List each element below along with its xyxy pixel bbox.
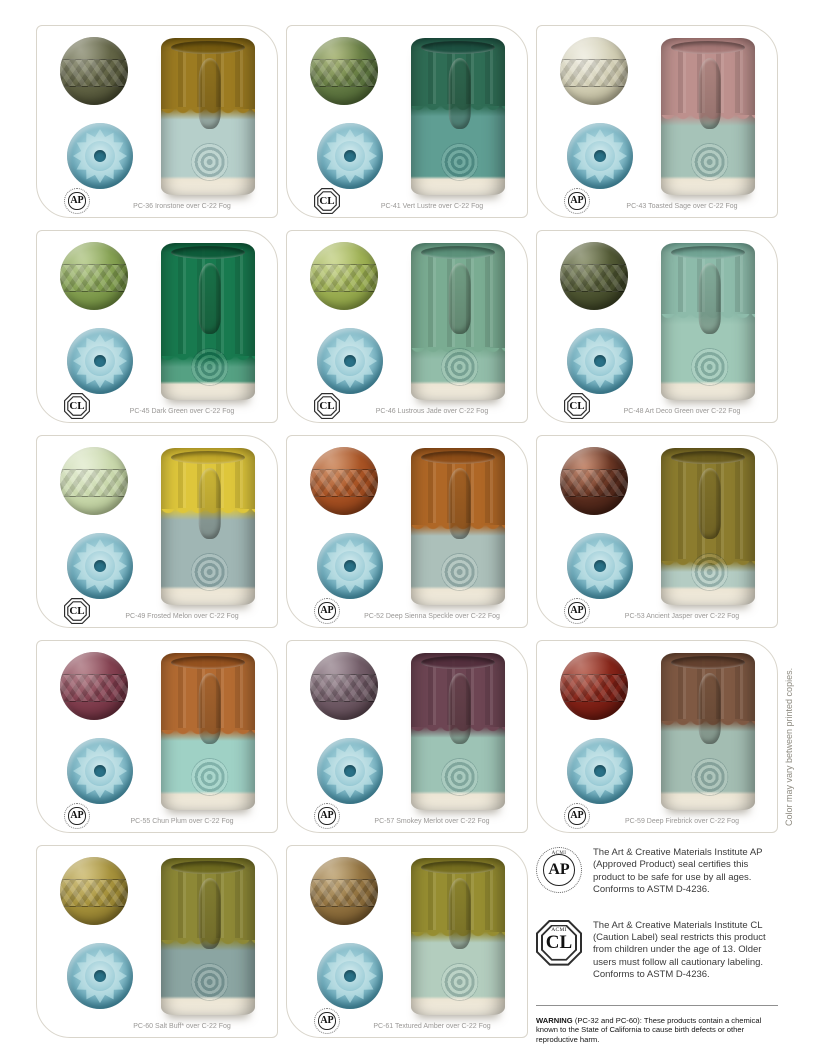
glaze-card <box>286 640 528 833</box>
flower-center-dot <box>94 355 106 367</box>
flower-center-dot <box>94 150 106 162</box>
vase-emboss-relief <box>199 468 222 539</box>
cl-seal-label: CL <box>69 400 85 412</box>
fog-flower-swatch <box>317 533 383 599</box>
vase-rim <box>421 656 494 669</box>
glaze-texture-swatch <box>60 447 128 515</box>
glaze-texture-swatch <box>60 857 128 925</box>
ap-seal-description: The Art & Creative Materials Institute AP (Approved Product) seal certifies this product to be safe for use by all ages. Conforms to ASTM D-4236. <box>593 847 763 896</box>
fog-flower-swatch <box>567 533 633 599</box>
ap-seal <box>564 803 590 829</box>
glaze-texture-swatch <box>60 652 128 720</box>
ap-seal <box>64 188 90 214</box>
vase-rim <box>671 41 744 54</box>
vase-photo <box>411 448 505 605</box>
ap-seal-label: AP <box>543 854 575 886</box>
glaze-card <box>36 435 278 628</box>
glaze-card <box>286 230 528 423</box>
flower-center-dot <box>94 765 106 777</box>
fog-flower-swatch <box>567 123 633 189</box>
fog-flower-swatch <box>317 328 383 394</box>
vase-swirl-relief <box>691 348 729 386</box>
glaze-caption: PC-41 Vert Lustre over C-22 Fog <box>380 203 484 210</box>
warning-label: WARNING <box>536 1015 573 1025</box>
glaze-card <box>536 25 778 218</box>
glaze-texture-swatch <box>560 652 628 720</box>
california-warning <box>536 1016 778 1045</box>
cl-seal-label: CL <box>319 400 335 412</box>
fog-flower-swatch <box>67 738 133 804</box>
ap-seal-label: AP <box>318 602 335 619</box>
fog-flower-swatch <box>67 123 133 189</box>
glaze-card <box>36 845 278 1038</box>
ap-seal <box>314 1008 340 1034</box>
vase-photo <box>161 448 255 605</box>
flower-center-dot <box>594 355 606 367</box>
vase-swirl-relief <box>191 348 229 386</box>
cl-seal <box>64 598 90 624</box>
glaze-caption: PC-49 Frosted Melon over C-22 Fog <box>125 613 239 620</box>
color-variation-note: Color may vary between printed copies. <box>784 667 794 826</box>
cl-seal-label: CL <box>319 195 335 207</box>
footer-divider <box>536 1005 778 1006</box>
cl-seal-description: The Art & Creative Materials Institute CL (Caution Label) seal restricts this product from children under the age of 13. Older users must follow all cautionary labeling. Conforms to ASTM D-4236. <box>593 919 766 981</box>
ap-seal-label: AP <box>318 1012 335 1029</box>
vase-emboss-relief <box>199 673 222 744</box>
acmi-micro-text: ACMI <box>551 851 567 856</box>
glaze-texture-swatch <box>560 242 628 310</box>
vase-emboss-relief <box>449 468 472 539</box>
flower-center-dot <box>94 560 106 572</box>
vase-photo <box>411 858 505 1015</box>
vase-swirl-relief <box>191 143 229 181</box>
glaze-caption: PC-57 Smokey Merlot over C-22 Fog <box>374 818 490 825</box>
vase-swirl-relief <box>691 143 729 181</box>
glaze-card <box>536 640 778 833</box>
glaze-card <box>36 230 278 423</box>
vase-photo <box>411 653 505 810</box>
vase-photo <box>661 38 755 195</box>
glaze-caption: PC-36 Ironstone over C-22 Fog <box>133 203 231 210</box>
glaze-caption: PC-59 Deep Firebrick over C-22 Fog <box>625 818 739 825</box>
cl-seal <box>536 920 582 966</box>
flower-center-dot <box>594 560 606 572</box>
vase-swirl-relief <box>191 963 229 1001</box>
ap-seal-label: AP <box>68 807 85 824</box>
glaze-card-grid <box>36 25 778 1045</box>
fog-flower-swatch <box>67 328 133 394</box>
glaze-texture-swatch <box>310 447 378 515</box>
vase-emboss-relief <box>699 58 722 129</box>
vase-emboss-relief <box>449 878 472 949</box>
glaze-caption: PC-61 Textured Amber over C-22 Fog <box>373 1023 491 1030</box>
glaze-caption: PC-43 Toasted Sage over C-22 Fog <box>626 203 738 210</box>
fog-flower-swatch <box>67 533 133 599</box>
glaze-texture-swatch <box>310 37 378 105</box>
vase-emboss-relief <box>199 878 222 949</box>
glaze-caption: PC-52 Deep Sienna Speckle over C-22 Fog <box>364 613 500 620</box>
vase-swirl-relief <box>441 963 479 1001</box>
vase-emboss-relief <box>699 673 722 744</box>
flower-center-dot <box>344 560 356 572</box>
glaze-card <box>36 640 278 833</box>
ap-seal-label: AP <box>68 192 85 209</box>
vase-rim <box>671 656 744 669</box>
vase-emboss-relief <box>699 263 722 334</box>
vase-swirl-relief <box>691 758 729 796</box>
vase-rim <box>171 451 244 464</box>
glaze-caption: PC-48 Art Deco Green over C-22 Fog <box>623 408 741 415</box>
vase-emboss-relief <box>199 58 222 129</box>
vase-swirl-relief <box>191 553 229 591</box>
vase-photo <box>661 243 755 400</box>
vase-photo <box>661 448 755 605</box>
acmi-micro-text: ACMI <box>551 926 567 933</box>
ap-seal <box>64 803 90 829</box>
vase-swirl-relief <box>441 553 479 591</box>
glaze-texture-swatch <box>310 242 378 310</box>
vase-swirl-relief <box>441 143 479 181</box>
glaze-caption: PC-53 Ancient Jasper over C-22 Fog <box>624 613 740 620</box>
flower-center-dot <box>344 970 356 982</box>
flower-center-dot <box>344 765 356 777</box>
ap-seal <box>564 598 590 624</box>
ap-seal <box>314 598 340 624</box>
vase-photo <box>161 858 255 1015</box>
ap-seal <box>536 847 582 893</box>
vase-rim <box>171 246 244 259</box>
glaze-card <box>286 25 528 218</box>
glaze-texture-swatch <box>60 242 128 310</box>
glaze-card <box>36 25 278 218</box>
glaze-texture-swatch <box>310 857 378 925</box>
seal-info-panel <box>536 845 778 1045</box>
vase-emboss-relief <box>699 468 722 539</box>
glaze-texture-swatch <box>310 652 378 720</box>
vase-rim <box>421 861 494 874</box>
fog-flower-swatch <box>317 123 383 189</box>
glaze-card <box>286 435 528 628</box>
vase-photo <box>661 653 755 810</box>
vase-photo <box>161 38 255 195</box>
ap-seal <box>564 188 590 214</box>
glaze-caption: PC-60 Salt Buff* over C-22 Fog <box>133 1023 231 1030</box>
vase-photo <box>161 243 255 400</box>
vase-rim <box>421 451 494 464</box>
vase-photo <box>411 38 505 195</box>
cl-seal-label: CL <box>545 931 573 953</box>
cl-seal-label: CL <box>569 400 585 412</box>
cl-seal-label: CL <box>69 605 85 617</box>
vase-swirl-relief <box>441 758 479 796</box>
flower-center-dot <box>344 355 356 367</box>
cl-seal <box>564 393 590 419</box>
fog-flower-swatch <box>317 943 383 1009</box>
vase-swirl-relief <box>191 758 229 796</box>
glaze-texture-swatch <box>60 37 128 105</box>
fog-flower-swatch <box>567 328 633 394</box>
ap-seal-label: AP <box>318 807 335 824</box>
flower-center-dot <box>344 150 356 162</box>
glaze-card <box>536 435 778 628</box>
vase-emboss-relief <box>199 263 222 334</box>
glaze-texture-swatch <box>560 447 628 515</box>
ap-seal-info <box>536 847 778 897</box>
flower-center-dot <box>594 150 606 162</box>
vase-rim <box>421 246 494 259</box>
glaze-card <box>536 230 778 423</box>
cl-seal <box>314 393 340 419</box>
vase-emboss-relief <box>449 263 472 334</box>
glaze-texture-swatch <box>560 37 628 105</box>
ap-seal-label: AP <box>568 602 585 619</box>
cl-seal-info <box>536 920 778 982</box>
flower-center-dot <box>594 765 606 777</box>
fog-flower-swatch <box>67 943 133 1009</box>
vase-rim <box>671 246 744 259</box>
vase-photo <box>411 243 505 400</box>
vase-rim <box>671 451 744 464</box>
flower-center-dot <box>94 970 106 982</box>
cl-seal <box>64 393 90 419</box>
vase-photo <box>161 653 255 810</box>
ap-seal-label: AP <box>568 192 585 209</box>
vase-rim <box>421 41 494 54</box>
vase-emboss-relief <box>449 673 472 744</box>
ap-seal-label: AP <box>568 807 585 824</box>
cl-seal <box>314 188 340 214</box>
warning-text: (PC-32 and PC-60): These products contain a chemical known to the State of California to cause birth defects or other reproductive harm. <box>536 1015 762 1045</box>
glaze-caption: PC-46 Lustrous Jade over C-22 Fog <box>375 408 489 415</box>
glaze-card <box>286 845 528 1038</box>
fog-flower-swatch <box>317 738 383 804</box>
vase-rim <box>171 656 244 669</box>
glaze-caption: PC-55 Chun Plum over C-22 Fog <box>130 818 234 825</box>
ap-seal <box>314 803 340 829</box>
vase-rim <box>171 861 244 874</box>
glaze-caption: PC-45 Dark Green over C-22 Fog <box>129 408 235 415</box>
vase-swirl-relief <box>691 553 729 591</box>
vase-rim <box>171 41 244 54</box>
vase-swirl-relief <box>441 348 479 386</box>
fog-flower-swatch <box>567 738 633 804</box>
vase-emboss-relief <box>449 58 472 129</box>
